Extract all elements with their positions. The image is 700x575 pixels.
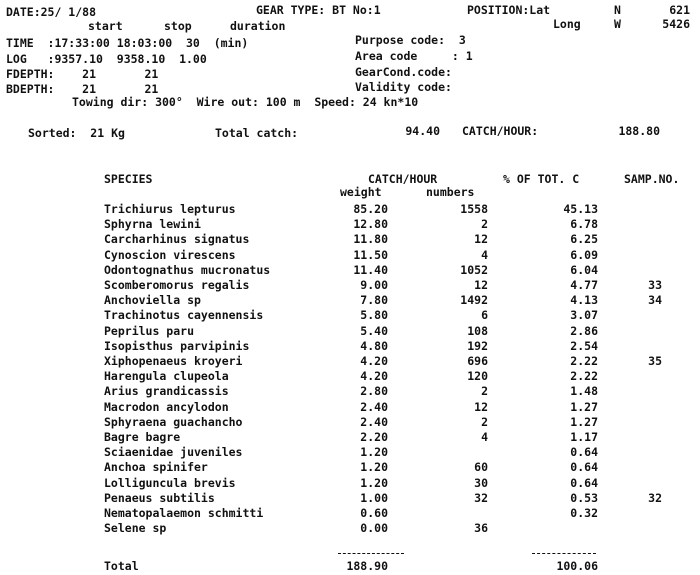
sorted-weight: Sorted: 21 Kg (28, 126, 125, 140)
gear-type: GEAR TYPE: BT No:1 (256, 3, 381, 17)
percent-of-total: 6.09 (570, 247, 598, 262)
catch-weight: 7.80 (360, 293, 388, 308)
log-row: LOG :9357.10 9358.10 1.00 (6, 52, 207, 66)
species-name: Harengula clupeola (104, 369, 229, 384)
percent-of-total: 4.77 (570, 278, 598, 292)
validity-code: Validity code: (355, 80, 452, 94)
percent-of-total: 1.27 (570, 414, 598, 429)
catch-weight: 9.00 (360, 278, 388, 292)
catch-weight: 4.20 (360, 354, 388, 368)
catch-hour-header: CATCH/HOUR (368, 172, 438, 186)
species-name: Lolliguncula brevis (104, 475, 236, 490)
species-name: Isopisthus parvipinis (104, 338, 250, 353)
weight-header: weight (340, 185, 382, 199)
catch-numbers: 1052 (460, 262, 488, 277)
species-name: Penaeus subtilis (104, 490, 215, 505)
sample-number: 33 (648, 278, 662, 292)
species-name: Selene sp (104, 521, 167, 536)
catch-numbers: 192 (467, 338, 488, 353)
catch-numbers: 2 (481, 217, 488, 232)
percent-of-total: 1.48 (570, 384, 598, 399)
species-name: Anchoa spinifer (104, 460, 208, 475)
sample-number: 34 (648, 293, 662, 308)
catch-weight: 85.20 (353, 202, 388, 216)
lat-value: 621 (669, 3, 690, 17)
gearcond-code: GearCond.code: (355, 65, 452, 79)
catch-numbers: 4 (481, 430, 488, 444)
catch-numbers: 1558 (460, 202, 488, 216)
percent-of-total: 0.64 (570, 475, 598, 490)
species-name: Carcharhinus signatus (104, 232, 250, 247)
species-name: Nematopalaemon schmitti (104, 506, 264, 520)
catch-numbers: 120 (467, 369, 488, 384)
catch-weight: 5.80 (360, 308, 388, 323)
long-value: 5426 (662, 17, 690, 31)
long-hemisphere: W (614, 17, 621, 31)
pct-total-rule (532, 553, 596, 554)
catch-numbers: 4 (481, 247, 488, 262)
percent-of-total: 2.86 (570, 323, 598, 338)
catch-numbers: 12 (474, 278, 488, 292)
long-label: Long (553, 17, 581, 31)
catch-weight: 0.60 (360, 506, 388, 520)
fdepth-row: FDEPTH: 21 21 (6, 67, 159, 81)
date-label: DATE:25/ 1/88 (6, 5, 97, 19)
catch-numbers: 2 (481, 384, 488, 399)
percent-of-total: 4.13 (570, 293, 598, 308)
catch-weight: 5.40 (360, 323, 388, 338)
species-name: Sciaenidae juveniles (104, 445, 243, 460)
catch-hour-label: CATCH/HOUR: (462, 124, 539, 138)
species-name: Xiphopenaeus kroyeri (104, 354, 243, 368)
bdepth-row: BDEPTH: 21 21 (6, 82, 159, 96)
percent-of-total: 6.04 (570, 262, 598, 277)
pct-total-header: % OF TOT. C (503, 172, 580, 186)
species-name: Sphyraena guachancho (104, 414, 243, 429)
total-label: Total (104, 559, 139, 573)
catch-weight: 1.20 (360, 445, 388, 460)
lat-hemisphere: N (614, 3, 621, 17)
catch-hour-value: 188.80 (618, 124, 660, 138)
catch-weight: 1.00 (360, 490, 388, 505)
catch-numbers: 108 (467, 323, 488, 338)
catch-weight: 1.20 (360, 475, 388, 490)
percent-of-total: 3.07 (570, 308, 598, 323)
species-name: Sphyrna lewini (104, 217, 201, 232)
purpose-code: Purpose code: 3 (355, 33, 466, 47)
catch-weight: 11.80 (353, 232, 388, 247)
start-column-label: start (88, 19, 123, 33)
catch-weight: 2.80 (360, 384, 388, 399)
percent-of-total: 0.53 (570, 490, 598, 505)
species-name: Scomberomorus regalis (104, 278, 250, 292)
species-name: Bagre bagre (104, 430, 181, 444)
catch-numbers: 60 (474, 460, 488, 475)
species-name: Trachinotus cayennensis (104, 308, 264, 323)
catch-weight: 12.80 (353, 217, 388, 232)
catch-numbers: 1492 (460, 293, 488, 308)
catch-weight: 0.00 (360, 521, 388, 536)
percent-of-total: 0.64 (570, 460, 598, 475)
catch-numbers: 12 (474, 232, 488, 247)
sample-number: 35 (648, 354, 662, 368)
catch-weight: 4.80 (360, 338, 388, 353)
percent-of-total: 0.32 (570, 506, 598, 520)
total-catch-value: 94.40 (405, 124, 440, 138)
weight-total-rule (338, 553, 404, 554)
sample-number-header: SAMP.NO. (624, 172, 680, 186)
percent-of-total: 6.25 (570, 232, 598, 247)
catch-numbers: 2 (481, 414, 488, 429)
towing-info: Towing dir: 300° Wire out: 100 m Speed: 24 kn*10 (72, 95, 419, 109)
percent-of-total: 1.27 (570, 399, 598, 414)
species-name: Trichiurus lepturus (104, 202, 236, 216)
catch-numbers: 12 (474, 399, 488, 414)
stop-column-label: stop (164, 19, 192, 33)
percent-of-total: 0.64 (570, 445, 598, 460)
duration-column-label: duration (230, 19, 286, 33)
total-catch-label: Total catch: (215, 126, 299, 140)
species-name: Cynoscion virescens (104, 247, 236, 262)
species-name: Peprilus paru (104, 323, 195, 338)
catch-numbers: 30 (474, 475, 488, 490)
percent-of-total: 1.17 (570, 430, 598, 444)
position-label: POSITION:Lat (467, 3, 551, 17)
catch-numbers: 696 (467, 354, 488, 368)
species-header: SPECIES (104, 172, 153, 186)
catch-numbers: 32 (474, 490, 488, 505)
catch-weight: 11.50 (353, 247, 388, 262)
species-name: Macrodon ancylodon (104, 399, 229, 414)
percent-of-total: 2.54 (570, 338, 598, 353)
total-weight: 188.90 (346, 559, 388, 573)
percent-of-total: 45.13 (563, 202, 598, 216)
catch-weight: 4.20 (360, 369, 388, 384)
catch-numbers: 6 (481, 308, 488, 323)
sample-number: 32 (648, 490, 662, 505)
catch-numbers: 36 (474, 521, 488, 536)
total-percent: 100.06 (556, 559, 598, 573)
area-code: Area code : 1 (355, 49, 473, 63)
catch-weight: 2.40 (360, 399, 388, 414)
species-name: Arius grandicassis (104, 384, 229, 399)
catch-weight: 2.20 (360, 430, 388, 444)
percent-of-total: 2.22 (570, 354, 598, 368)
catch-weight: 2.40 (360, 414, 388, 429)
species-name: Anchoviella sp (104, 293, 201, 308)
time-row: TIME :17:33:00 18:03:00 30 (min) (6, 36, 249, 50)
percent-of-total: 6.78 (570, 217, 598, 232)
percent-of-total: 2.22 (570, 369, 598, 384)
catch-weight: 1.20 (360, 460, 388, 475)
catch-weight: 11.40 (353, 262, 388, 277)
numbers-header: numbers (426, 185, 475, 199)
species-name: Odontognathus mucronatus (104, 262, 271, 277)
